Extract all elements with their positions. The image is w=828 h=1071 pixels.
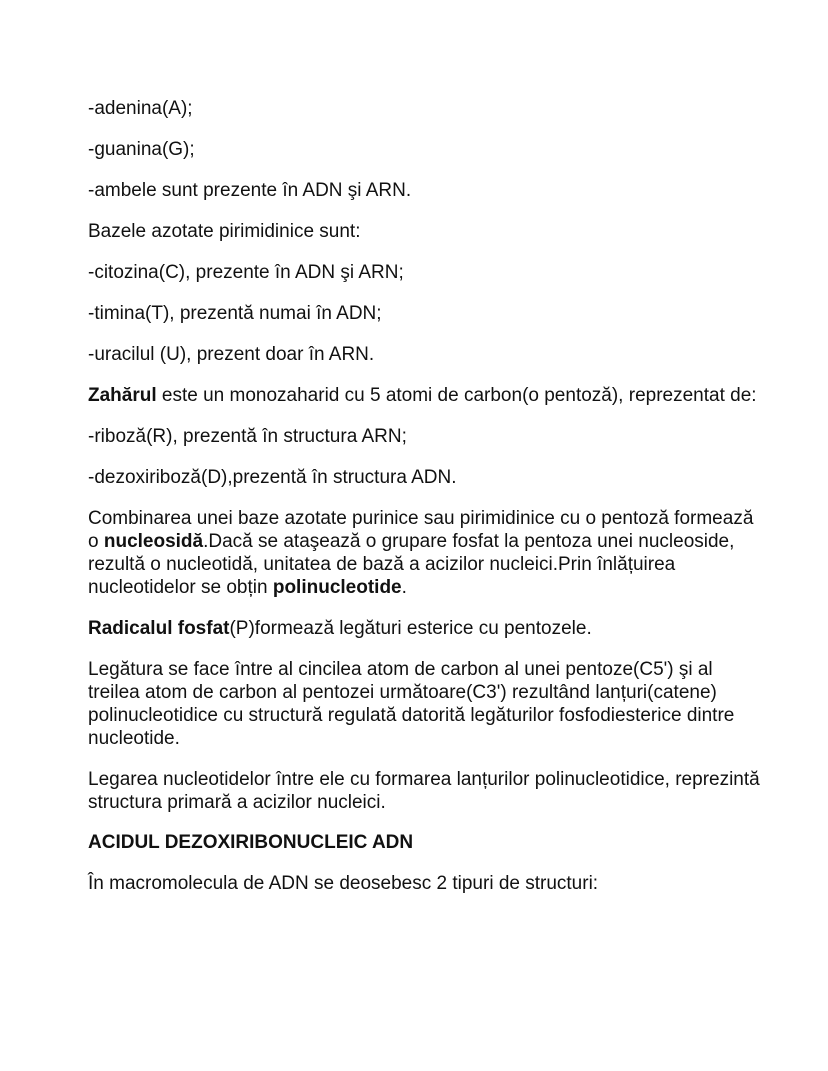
paragraph-ambele: -ambele sunt prezente în ADN şi ARN. [88, 180, 412, 201]
section-heading-text: ACIDUL DEZOXIRIBONUCLEIC ADN [88, 832, 414, 853]
paragraph-pirimidinice: Bazele azotate pirimidinice sunt: [88, 221, 361, 242]
paragraph-uracil: -uracilul (U), prezent doar în ARN. [88, 344, 375, 365]
bold-term-radicalul-fosfat: Radicalul fosfat [88, 618, 230, 639]
paragraph-zaharul-text: este un monozaharid cu 5 atomi de carbon(o pentoză), reprezentat de: [156, 385, 757, 406]
bold-term-nucleosida: nucleosidă [103, 531, 204, 552]
paragraph-combinarea-text-2: .Dacă se ataşează o grupare fosfat la pentoza unei nucleoside, rezultă o nucleotidă, unitatea de bază a acizilor nucleici.Prin înlățuirea nucleotidelor se obțin [88, 531, 735, 598]
paragraph-legatura: Legătura se face între al cincilea atom de carbon al unei pentoze(C5') şi al treilea atom de carbon al pentozei următoare(C3') rezultând lanțuri(catene) polinucleotidice cu structură regulată datorită legăturilor fosfodiesterice dintre nucleotide. [88, 659, 735, 749]
bold-term-zaharul: Zahărul [88, 385, 157, 406]
bold-term-polinucleotide: polinucleotide [272, 577, 402, 598]
paragraph-riboza: -riboză(R), prezentă în structura ARN; [88, 426, 407, 447]
paragraph-citozina: -citozina(C), prezente în ADN şi ARN; [88, 262, 404, 283]
paragraph-radicalul [88, 617, 768, 640]
paragraph-combinarea [88, 507, 768, 599]
paragraph-adenina: -adenina(A); [88, 98, 193, 119]
paragraph-zaharul [88, 384, 768, 407]
paragraph-macromolecula: În macromolecula de ADN se deosebesc 2 tipuri de structuri: [88, 873, 599, 894]
paragraph-legarea: Legarea nucleotidelor între ele cu formarea lanțurilor polinucleotidice, reprezintă structura primară a acizilor nucleici. [88, 769, 760, 813]
paragraph-guanina: -guanina(G); [88, 139, 195, 160]
paragraph-combinarea-text-3: . [401, 577, 407, 598]
paragraph-radicalul-text: (P)formează legături esterice cu pentozele. [229, 618, 592, 639]
section-heading [88, 831, 768, 854]
paragraph-combinarea-text-1: Combinarea unei baze azotate purinice sau pirimidinice cu o pentoză formează o [88, 508, 754, 552]
paragraph-dezoxiriboza: -dezoxiriboză(D),prezentă în structura ADN. [88, 467, 457, 488]
paragraph-timina: -timina(T), prezentă numai în ADN; [88, 303, 382, 324]
